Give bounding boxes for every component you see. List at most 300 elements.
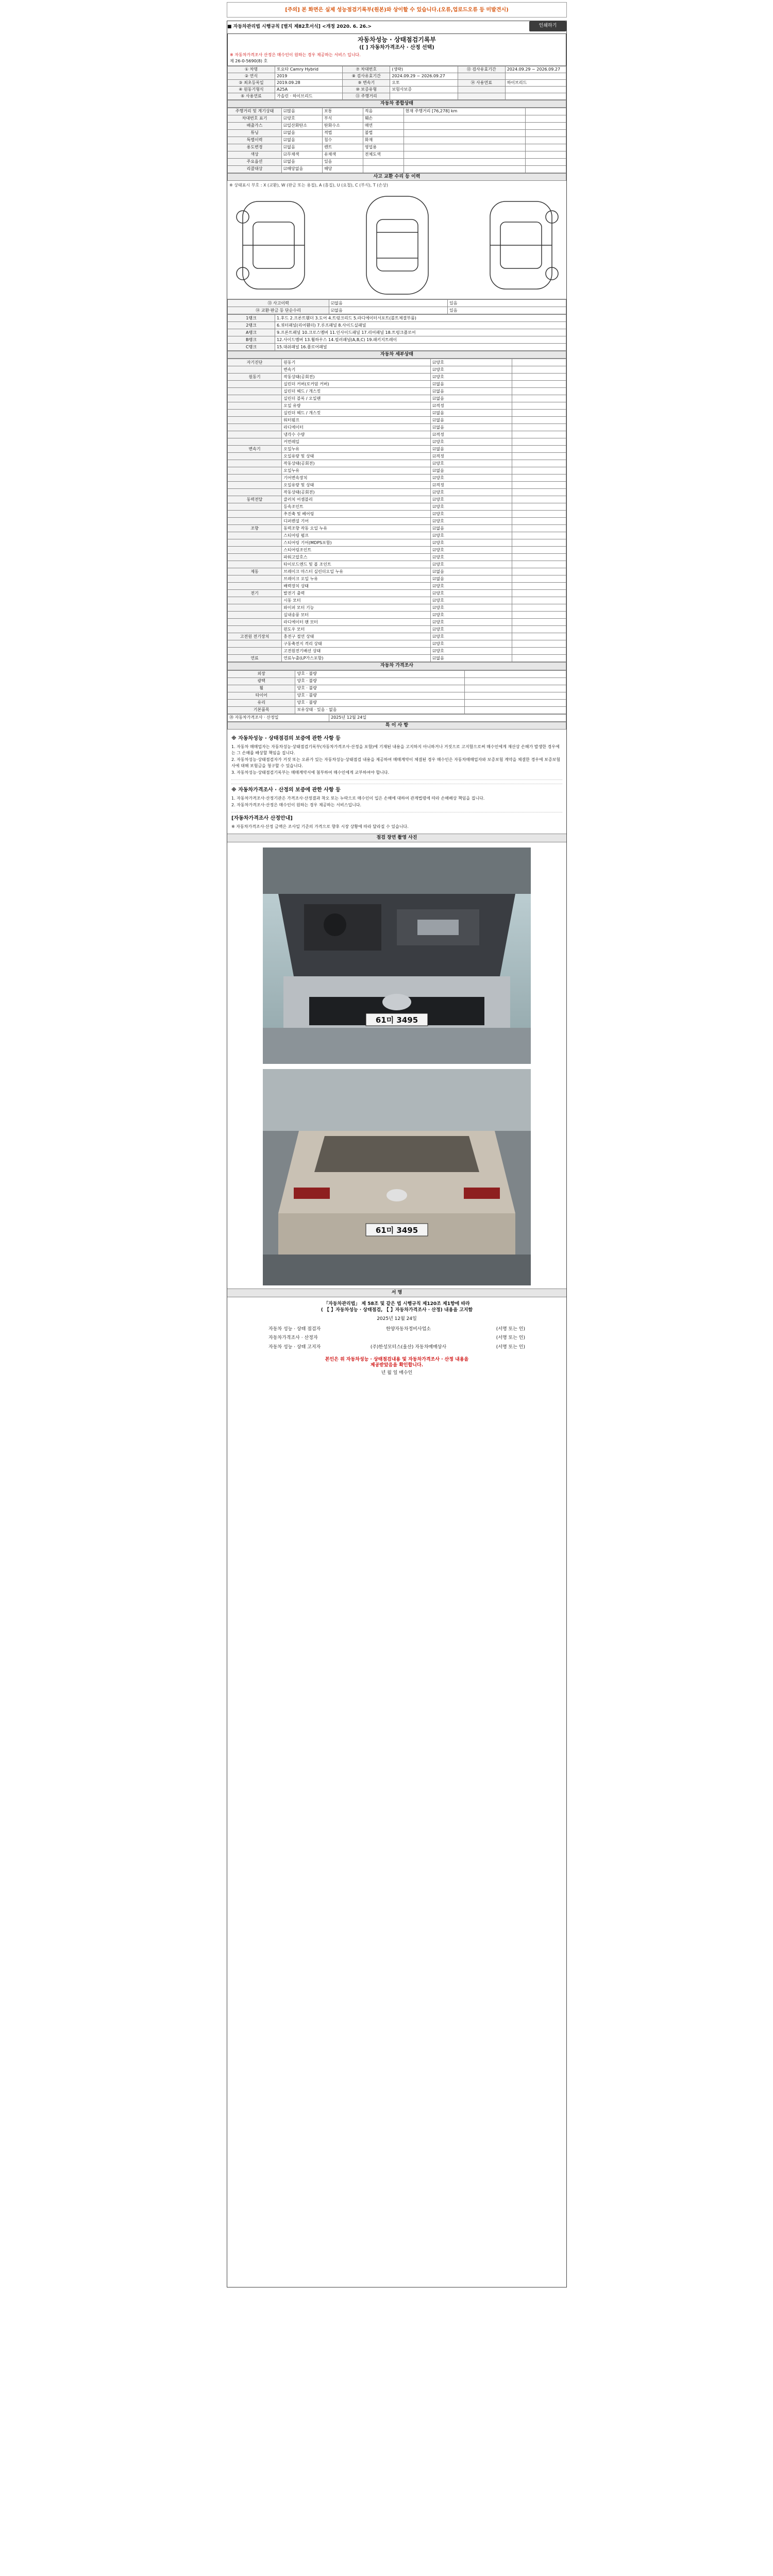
- detail-row: [228, 568, 566, 575]
- frame-row: [228, 322, 566, 329]
- detail-extra: [512, 648, 566, 655]
- detail-extra: [512, 366, 566, 374]
- summary-value: [404, 122, 526, 129]
- detail-state: ☑ 없음: [431, 395, 512, 402]
- summary-value: 현재 주행거리 [76,278] km: [404, 108, 526, 115]
- divider: [231, 777, 562, 780]
- basic-label: ① 차명: [228, 66, 275, 73]
- closing-statement-2: 제공받았음을 확인합니다.: [370, 1363, 424, 1368]
- detail-item: 추진축 및 베어링: [282, 511, 431, 518]
- summary-option-checked: ☑ 없음: [282, 144, 323, 151]
- detail-item: 오일누유: [282, 446, 431, 453]
- summary-table: [227, 108, 566, 173]
- basic-info-table: [227, 66, 566, 100]
- detail-item: 실린더 블록 / 오일팬: [282, 395, 431, 402]
- detail-group: [228, 410, 282, 417]
- accident-row: [228, 307, 566, 314]
- detail-state: ☑ 양호: [431, 554, 512, 561]
- detail-item: 실린더 헤드 / 개스킷: [282, 388, 431, 395]
- basic-value: (생략): [390, 66, 458, 73]
- detail-row: [228, 496, 566, 503]
- price-date-label: ⑳ 자동차가격조사 · 산정일: [228, 714, 329, 721]
- detail-state: ☑ 양호: [431, 547, 512, 554]
- detail-row: [228, 431, 566, 438]
- detail-state: ☑ 양호: [431, 539, 512, 547]
- warranty-paragraph-2: 2. 자동차성능·상태점검자가 거짓 또는 오류가 있는 자동차성능·상태점검 내용을 제공하여 매매계약이 체결된 경우 매수인은 자동차매매업자와 보증보험 계약을 체결한 경우에 보증보험사에 대해 보험금을 청구할 수 있습니다.: [231, 757, 561, 768]
- detail-group: [228, 583, 282, 590]
- frame-rank: C랭크: [228, 344, 275, 351]
- frame-items: 1.후드 2.프론트휀더 3.도어 4.트렁크리드 5.라디에이터서포트(볼트체결부품): [275, 315, 566, 322]
- frame-rank: A랭크: [228, 329, 275, 336]
- detail-group: [228, 438, 282, 446]
- photo-section-title: 점검 장면 촬영 사진: [227, 834, 566, 842]
- summary-label: 특별이력: [228, 137, 282, 144]
- engine-bay-image: [263, 848, 531, 1064]
- detail-item: 실린더 헤드 / 개스킷: [282, 410, 431, 417]
- summary-extra: [526, 122, 566, 129]
- price-section: [227, 662, 566, 670]
- detail-extra: [512, 381, 566, 388]
- detail-extra: [512, 489, 566, 496]
- summary-value: [404, 158, 526, 165]
- detail-row: [228, 648, 566, 655]
- price-row: [228, 670, 566, 677]
- summary-value: [404, 115, 526, 122]
- summary-row: [228, 115, 566, 122]
- detail-group: [228, 395, 282, 402]
- price-warranty-paragraph-2: 2. 자동차가격조사·산정은 매수인이 원하는 경우 제공하는 서비스입니다.: [231, 802, 362, 807]
- dealer-sign: (서명 또는 인): [496, 1344, 525, 1350]
- price-extra: [464, 706, 566, 714]
- summary-extra: [526, 165, 566, 173]
- detail-item: 윈도우 모터: [282, 626, 431, 633]
- detail-row: [228, 374, 566, 381]
- detail-state: ☑ 적정: [431, 453, 512, 460]
- accident-row: [228, 300, 566, 307]
- detail-group: [228, 511, 282, 518]
- detail-row: [228, 489, 566, 496]
- detail-item: 발전기 출력: [282, 590, 431, 597]
- detail-state: ☑ 양호: [431, 626, 512, 633]
- detail-item: 실내송풍 모터: [282, 612, 431, 619]
- signer-row-inspector: [227, 1325, 566, 1334]
- price-label: 외장: [228, 670, 295, 677]
- accident-table: [227, 299, 566, 314]
- date-table: [227, 714, 566, 722]
- rear-image: [263, 1069, 531, 1285]
- detail-row: [228, 467, 566, 474]
- summary-option-checked: ☑ 많음: [282, 108, 323, 115]
- basic-value: 토요타 Camry Hybrid: [275, 66, 342, 73]
- closing-statement-3: 년 월 일 매수인: [381, 1370, 413, 1376]
- detail-extra: [512, 424, 566, 431]
- price-row: [228, 677, 566, 685]
- frame-items: 15.대쉬패널 16.플로어패널: [275, 344, 566, 351]
- detail-row: [228, 626, 566, 633]
- basic-label: ⑤ 사용연료: [228, 93, 275, 99]
- detail-state: ☑ 없음: [431, 575, 512, 583]
- car-side-left-icon: [237, 201, 305, 289]
- summary-label: 튜닝: [228, 129, 282, 137]
- detail-state: ☑ 양호: [431, 583, 512, 590]
- detail-group: 자기진단: [228, 359, 282, 366]
- document-title: 자동차성능 · 상태점검기록부: [357, 36, 436, 43]
- detail-item: 오일 유량: [282, 402, 431, 410]
- signer-row-dealer: [227, 1343, 566, 1352]
- basic-info-row: [228, 73, 566, 79]
- detail-state: ☑ 양호: [431, 503, 512, 511]
- summary-option-checked: ☑ 일산화탄소: [282, 122, 323, 129]
- detail-extra: [512, 417, 566, 424]
- detail-state: ☑ 양호: [431, 633, 512, 640]
- summary-option-checked: ☑ 해당없음: [282, 165, 323, 173]
- detail-group: 변속기: [228, 446, 282, 453]
- detail-row: [228, 612, 566, 619]
- detail-state: ☑ 적정: [431, 482, 512, 489]
- detail-item: 구동축전지 격리 상태: [282, 640, 431, 648]
- summary-extra: [526, 151, 566, 158]
- frame-row: [228, 336, 566, 344]
- summary-option: 있음: [322, 158, 363, 165]
- divider: [231, 781, 562, 784]
- price-extra: [464, 670, 566, 677]
- price-label: 타이어: [228, 692, 295, 699]
- detail-extra: [512, 518, 566, 525]
- detail-item: 연료누출(LP가스포함): [282, 655, 431, 662]
- document-warning: ※ 자동차가격조사 산정은 매수인이 원하는 경우 제공하는 서비스 입니다.: [230, 52, 361, 57]
- detail-group: [228, 417, 282, 424]
- frame-row: [228, 344, 566, 351]
- detail-row: [228, 640, 566, 648]
- detail-row: [228, 460, 566, 467]
- basic-label: ⑬ 검사유효기간: [458, 66, 505, 73]
- special-section: [227, 722, 566, 730]
- detail-group: 조향: [228, 525, 282, 532]
- detail-extra: [512, 525, 566, 532]
- detail-row: [228, 359, 566, 366]
- detail-item: 디퍼렌셜 기어: [282, 518, 431, 525]
- basic-label: [458, 86, 505, 93]
- detail-group: [228, 467, 282, 474]
- price-extra: [464, 685, 566, 692]
- price-warranty-paragraph-1: 1. 자동차가격조사·산정기관은 가격조사·산정결과 착오 또는 누락으로 매수인이 입은 손해에 대하여 관계법령에 따라 손해배상 책임을 집니다.: [231, 795, 485, 801]
- detail-extra: [512, 547, 566, 554]
- detail-group: [228, 619, 282, 626]
- summary-value: [404, 129, 526, 137]
- detail-group: [228, 402, 282, 410]
- price-option: 양호 · 불량: [295, 692, 465, 699]
- price-warranty-heading: ※ 자동차가격조사 · 산정의 보증에 관한 사항 등: [231, 787, 341, 793]
- detail-group: [228, 640, 282, 648]
- summary-extra: [526, 158, 566, 165]
- notice-banner: [주의] 본 화면은 실제 성능점검기록부(원본)와 상이할 수 있습니다.(오류,업로드오류 등 미발견시): [227, 2, 567, 18]
- detail-row: [228, 402, 566, 410]
- detail-state: ☑ 양호: [431, 619, 512, 626]
- detail-group: [228, 626, 282, 633]
- detail-group: [228, 460, 282, 467]
- detail-row: [228, 619, 566, 626]
- inspection-document: [227, 21, 567, 2287]
- summary-extra: [526, 115, 566, 122]
- detail-extra: [512, 474, 566, 482]
- basic-info-row: [228, 66, 566, 73]
- detail-extra: [512, 583, 566, 590]
- detail-state: ☑ 양호: [431, 496, 512, 503]
- summary-option: [363, 165, 404, 173]
- detail-item: 오일유량 및 상태: [282, 482, 431, 489]
- basic-value: 오토: [390, 79, 458, 86]
- detail-row: [228, 410, 566, 417]
- basic-value: 보험사보증: [390, 86, 458, 93]
- price-extra: [464, 699, 566, 706]
- detail-item: 브레이크 오일 누유: [282, 575, 431, 583]
- detail-extra: [512, 446, 566, 453]
- detail-group: [228, 612, 282, 619]
- detail-state: ☑ 양호: [431, 489, 512, 496]
- basic-label: [458, 73, 505, 79]
- detail-extra: [512, 511, 566, 518]
- summary-label: 리콜대상: [228, 165, 282, 173]
- summary-row: [228, 151, 566, 158]
- detail-row: [228, 525, 566, 532]
- detail-item: 기어변속장치: [282, 474, 431, 482]
- basic-value: [390, 93, 458, 99]
- detail-row: [228, 511, 566, 518]
- detail-item: 스티어링 펌프: [282, 532, 431, 539]
- summary-option: 적음: [363, 108, 404, 115]
- warranty-heading: ※ 자동차성능 · 상태점검의 보증에 관한 사항 등: [231, 735, 341, 741]
- accident-label: ⑭ 교환·판금 등 단순수리: [228, 307, 329, 314]
- detail-item: 시동 모터: [282, 597, 431, 604]
- detail-extra: [512, 633, 566, 640]
- sign-section-title: 서 명: [227, 1289, 566, 1297]
- summary-row: [228, 108, 566, 115]
- detail-group: 고전원 전기장치: [228, 633, 282, 640]
- summary-option: 영업용: [363, 144, 404, 151]
- detail-item: 오일유량 및 상태: [282, 453, 431, 460]
- detail-state: ☑ 양호: [431, 460, 512, 467]
- detail-extra: [512, 539, 566, 547]
- detail-state: ☑ 양호: [431, 359, 512, 366]
- detail-group: 원동기: [228, 374, 282, 381]
- detail-state: ☑ 양호: [431, 518, 512, 525]
- detail-item: 변속기: [282, 366, 431, 374]
- basic-value: 2024.09.29 ~ 2026.09.27: [505, 66, 566, 73]
- detail-state: ☑ 양호: [431, 438, 512, 446]
- price-guide-heading: [자동차가격조사 산정안내]: [231, 815, 293, 821]
- summary-label: 용도변경: [228, 144, 282, 151]
- frame-items: 6.쿼터패널(리어휀더) 7.루프패널 8.사이드실패널: [275, 322, 566, 329]
- detail-group: 제동: [228, 568, 282, 575]
- detail-row: [228, 366, 566, 374]
- summary-label: 주행거리 및 계기상태: [228, 108, 282, 115]
- detail-group: [228, 547, 282, 554]
- rear-photo: [263, 1069, 531, 1285]
- detail-state: ☑ 양호: [431, 561, 512, 568]
- detail-group: [228, 539, 282, 547]
- detail-extra: [512, 374, 566, 381]
- summary-option: 적법: [322, 129, 363, 137]
- detail-item: 등속조인트: [282, 503, 431, 511]
- detail-item: 원동기: [282, 359, 431, 366]
- detail-row: [228, 474, 566, 482]
- divider: [231, 809, 562, 812]
- detail-extra: [512, 532, 566, 539]
- detail-state: ☑ 없음: [431, 381, 512, 388]
- detail-row: [228, 597, 566, 604]
- detail-item: 브레이크 마스터 실린더오일 누유: [282, 568, 431, 575]
- detail-item: 와이퍼 모터 기능: [282, 604, 431, 612]
- detail-row: [228, 446, 566, 453]
- detail-state: ☑ 양호: [431, 612, 512, 619]
- inspector-sign: (서명 또는 인): [496, 1327, 525, 1332]
- detail-table: [227, 359, 566, 662]
- sign-section: [227, 1297, 566, 1376]
- price-option: 양호 · 불량: [295, 677, 465, 685]
- rear-license-plate: 61미 3495: [375, 1226, 418, 1235]
- detail-item: 고전원전기배선 상태: [282, 648, 431, 655]
- detail-extra: [512, 388, 566, 395]
- summary-option-checked: ☑ 없음: [282, 129, 323, 137]
- form-title: ■ 자동차관리법 시행규칙 [별지 제82호서식] <개정 2020. 6. 26.>: [227, 24, 372, 29]
- detail-group: [228, 366, 282, 374]
- frame-rank: 2랭크: [228, 322, 275, 329]
- basic-label: ⑧ 검사유효기간: [343, 73, 390, 79]
- frame-row: [228, 315, 566, 322]
- summary-option: 해당: [322, 165, 363, 173]
- basic-label: ④ 원동기형식: [228, 86, 275, 93]
- detail-extra: [512, 410, 566, 417]
- detail-row: [228, 604, 566, 612]
- basic-label: ⑪ 주행거리: [343, 93, 390, 99]
- car-side-right-icon: [490, 201, 558, 289]
- price-option: 양호 · 불량: [295, 685, 465, 692]
- detail-state: ☑ 양호: [431, 366, 512, 374]
- detail-extra: [512, 590, 566, 597]
- detail-extra: [512, 554, 566, 561]
- detail-extra: [512, 503, 566, 511]
- detail-state: ☑ 양호: [431, 604, 512, 612]
- detail-extra: [512, 359, 566, 366]
- detail-state: ☑ 없음: [431, 655, 512, 662]
- detail-item: 라디에이터 팬 모터: [282, 619, 431, 626]
- detail-extra: [512, 460, 566, 467]
- engine-bay-photo: [263, 848, 531, 1064]
- detail-row: [228, 633, 566, 640]
- summary-option-checked: ☑ 없음: [282, 158, 323, 165]
- document-number: 제 26-0-5690(8) 호: [230, 58, 268, 63]
- basic-label: ⑨ 변속기: [343, 79, 390, 86]
- summary-option: 불법: [363, 129, 404, 137]
- detail-state: ☑ 양호: [431, 640, 512, 648]
- basic-value: [505, 86, 566, 93]
- detail-row: [228, 575, 566, 583]
- appraiser-label: 자동차가격조사 · 산정자: [268, 1335, 318, 1341]
- price-extra: [464, 692, 566, 699]
- document-subtitle: ([ ] 자동차가격조사 · 산정 선택): [359, 45, 434, 50]
- basic-info-row: [228, 93, 566, 99]
- sign-statement-1: 「자동차관리법」 제 58조 및 같은 법 시행규칙 제120조 제1항에 따라: [324, 1301, 470, 1307]
- summary-extra: [526, 108, 566, 115]
- summary-row: [228, 122, 566, 129]
- detail-row: [228, 532, 566, 539]
- price-guide-paragraph: ※ 자동차가격조사·산정 금액은 조사일 기준의 가격으로 향후 시장 상황에 따라 달라질 수 있습니다.: [231, 824, 409, 829]
- detail-state: ☑ 적정: [431, 402, 512, 410]
- detail-section: [227, 351, 566, 359]
- print-button[interactable]: 인쇄하기: [529, 21, 566, 31]
- detail-row: [228, 518, 566, 525]
- basic-value: A25A: [275, 86, 342, 93]
- detail-extra: [512, 655, 566, 662]
- summary-label: 배출가스: [228, 122, 282, 129]
- detail-state: ☑ 없음: [431, 525, 512, 532]
- detail-extra: [512, 496, 566, 503]
- detail-state: ☑ 없음: [431, 417, 512, 424]
- summary-option-checked: ☑ 무채색: [282, 151, 323, 158]
- summary-option: 전체도색: [363, 151, 404, 158]
- frame-rank: B랭크: [228, 336, 275, 344]
- detail-item: 커먼레일: [282, 438, 431, 446]
- detail-extra: [512, 597, 566, 604]
- detail-state: ☑ 양호: [431, 532, 512, 539]
- detail-state: ☑ 없음: [431, 410, 512, 417]
- detail-group: [228, 518, 282, 525]
- detail-extra: [512, 431, 566, 438]
- summary-label: 차대번호 표기: [228, 115, 282, 122]
- detail-item: 클러치 어셈블리: [282, 496, 431, 503]
- accident-section: [227, 173, 566, 181]
- detail-row: [228, 503, 566, 511]
- detail-item: 작동상태(공회전): [282, 460, 431, 467]
- detail-item: 동력조향 작동 오일 누유: [282, 525, 431, 532]
- detail-group: [228, 474, 282, 482]
- basic-info-row: [228, 79, 566, 86]
- detail-extra: [512, 395, 566, 402]
- accident-value-checked: ☑ 없음: [329, 300, 448, 307]
- summary-option-checked: ☑ 양호: [282, 115, 323, 122]
- detail-item: 라디에이터: [282, 424, 431, 431]
- dealer-name: (주)한성모터스(울산) 자동차매매상사: [370, 1344, 447, 1350]
- price-row: [228, 706, 566, 714]
- price-option: 양호 · 불량: [295, 699, 465, 706]
- summary-section-title: 자동차 종합상태: [228, 100, 566, 107]
- accident-label: ⑬ 사고이력: [228, 300, 329, 307]
- price-option: 보유상태 · 있음 · 없음: [295, 706, 465, 714]
- detail-extra: [512, 575, 566, 583]
- detail-row: [228, 554, 566, 561]
- detail-state: ☑ 양호: [431, 648, 512, 655]
- detail-extra: [512, 640, 566, 648]
- detail-group: 연료: [228, 655, 282, 662]
- warranty-paragraph-1: 1. 자동차 매매업자는 자동차성능·상태점검기록부(자동차가격조사·산정을 포함)에 기재된 내용을 고지하지 아니하거나 거짓으로 고지함으로써 매수인에게 재산상 손해가 발생한 경우에는 그 손해를 배상할 책임을 집니다.: [231, 744, 560, 755]
- summary-option: 보통: [322, 108, 363, 115]
- sign-date: 2025년 12월 24일: [377, 1316, 417, 1321]
- summary-value: [404, 151, 526, 158]
- detail-group: [228, 388, 282, 395]
- detail-state: ☑ 양호: [431, 590, 512, 597]
- detail-row: [228, 482, 566, 489]
- detail-group: [228, 381, 282, 388]
- price-label: 광택: [228, 677, 295, 685]
- detail-state: ☑ 양호: [431, 597, 512, 604]
- detail-group: [228, 648, 282, 655]
- basic-label: ② 연식: [228, 73, 275, 79]
- price-option: 양호 · 불량: [295, 670, 465, 677]
- detail-row: [228, 424, 566, 431]
- detail-group: [228, 532, 282, 539]
- detail-extra: [512, 604, 566, 612]
- detail-item: 스티어링 기어(MDPS포함): [282, 539, 431, 547]
